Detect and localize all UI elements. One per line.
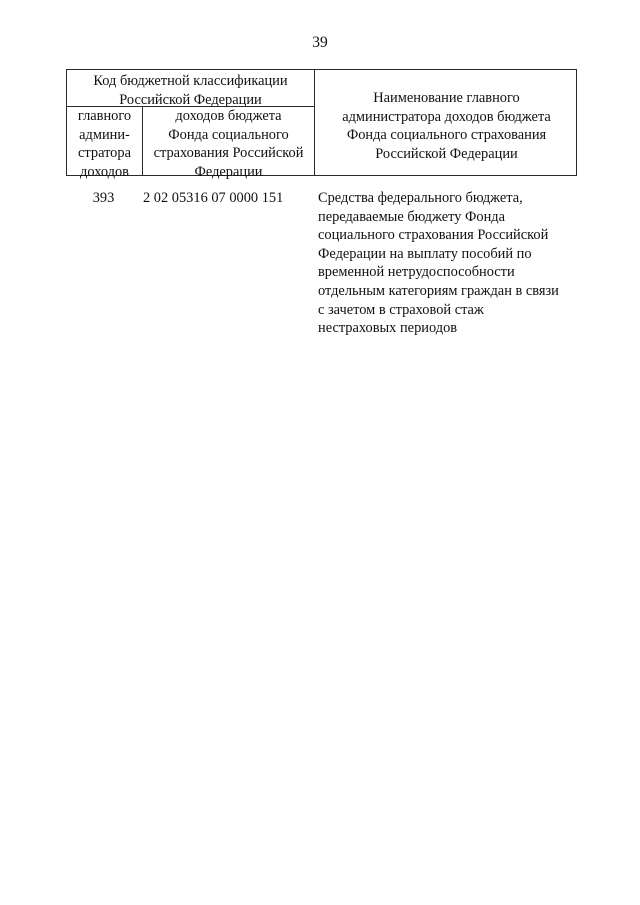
header-main-administrator [67, 107, 142, 181]
row-description-line: передаваемые бюджету Фонда [318, 208, 505, 225]
row-description-line: нестраховых периодов [318, 320, 458, 337]
header-income-line: Фонда социального [168, 126, 289, 143]
row-admin-code: 393 [92, 190, 115, 206]
row-description [318, 189, 580, 338]
header-classification-line: Код бюджетной классификации [93, 73, 288, 89]
header-name-line: Российской Федерации [375, 145, 518, 162]
header-admin-line: стратора [78, 145, 131, 162]
header-income-line: страхования Российской [153, 145, 304, 162]
row-description-line: временной нетрудоспособности [318, 264, 515, 281]
header-admin-line: админи- [79, 126, 130, 143]
page-number: 39 [312, 34, 328, 51]
header-income-line: доходов бюджета [175, 108, 282, 124]
header-classification-line: Российской Федерации [119, 91, 262, 108]
row-description-line: Средства федерального бюджета, [318, 190, 523, 206]
header-budget-income [143, 107, 314, 181]
header-income-line: Федерации [194, 163, 263, 180]
header-admin-line: доходов [80, 163, 129, 180]
row-description-line: с зачетом в страховой стаж [318, 301, 484, 318]
row-income-code: 2 02 05316 07 0000 151 [143, 190, 284, 206]
header-name-line: Наименование главного [373, 90, 520, 106]
header-admin-line: главного [77, 108, 132, 124]
row-description-line: Федерации на выплату пособий по [318, 245, 532, 262]
row-description-line: социального страхования Российской [318, 227, 549, 244]
header-administrator-name [315, 89, 578, 163]
header-name-line: администратора доходов бюджета [342, 108, 551, 125]
table-header [66, 69, 577, 180]
header-name-line: Фонда социального страхования [346, 127, 547, 144]
header-classification-code [67, 72, 314, 109]
row-description-line: отдельным категориям граждан в связи [318, 282, 559, 299]
